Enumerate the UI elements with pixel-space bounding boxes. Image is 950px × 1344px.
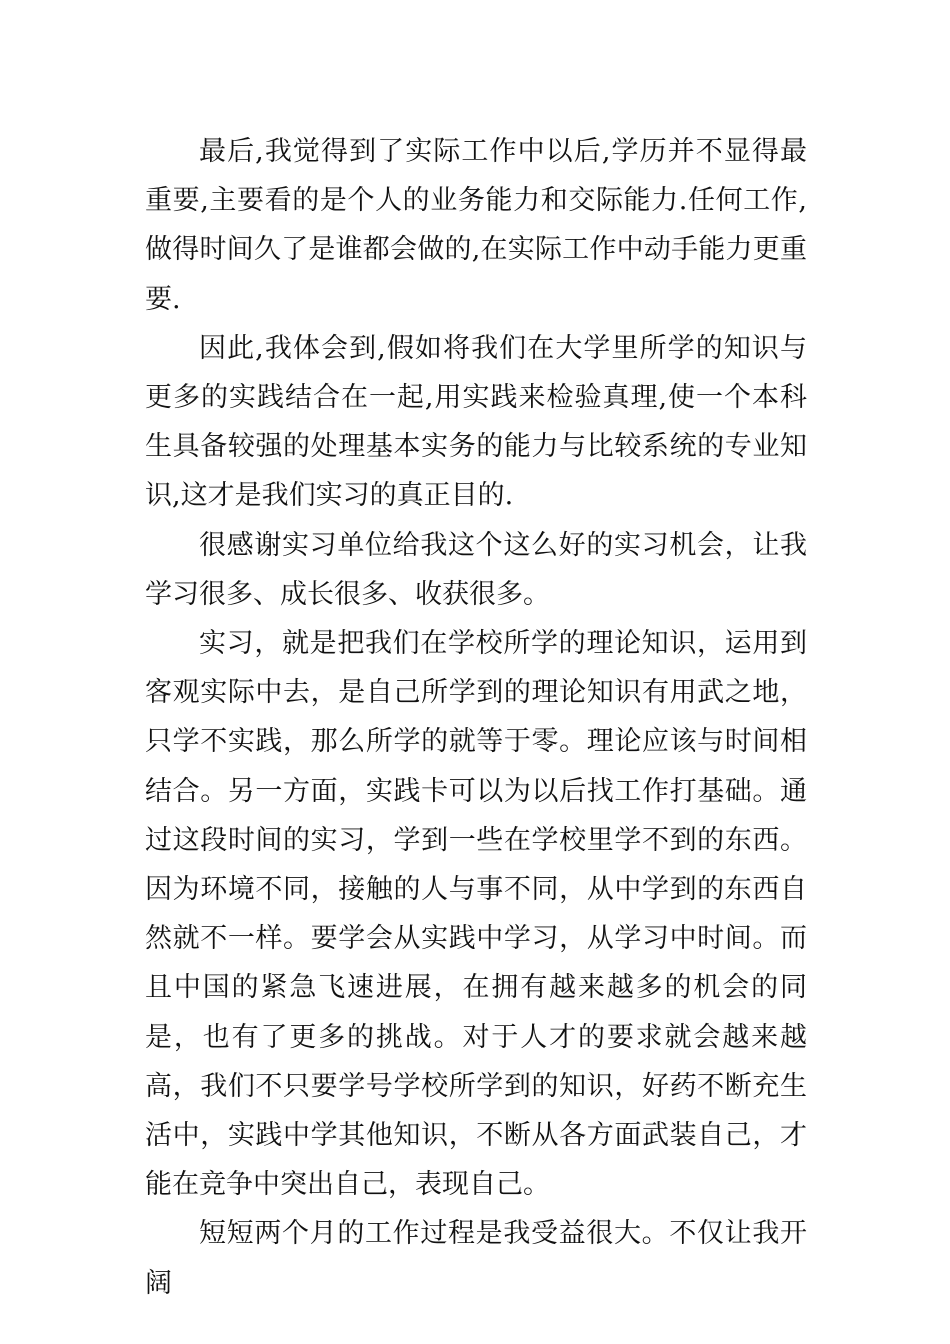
paragraph-3: 很感谢实习单位给我这个这么好的实习机会，让我学习很多、成长很多、收获很多。 (145, 529, 807, 610)
paragraph-4: 实习，就是把我们在学校所学的理论知识，运用到客观实际中去，是自己所学到的理论知识有用武之地，只学不实践，那么所学的就等于零。理论应该与时间相结合。另一方面，实践卡可以为以后找工作打基础。通过这段时间的实习，学到一些在学校里学不到的东西。因为环境不同，接触的人与事不同，从中学到的东西自然就不一样。要学会从实践中学习，从学习中时间。而且中国的紧急飞速进展，在拥有越来越多的机会的同是，也有了更多的挑战。对于人才的要求就会越来越高，我们不只要学号学校所学到的知识，好药不断充生活中，实践中学其他知识，不断从各方面武装自己，才能在竞争中突出自己，表现自己。 (145, 628, 807, 1201)
paragraph-1: 最后,我觉得到了实际工作中以后,学历并不显得最重要,主要看的是个人的业务能力和交际能力.任何工作,做得时间久了是谁都会做的,在实际工作中动手能力更重要. (145, 136, 807, 315)
document-body (145, 127, 807, 1308)
paragraph-5: 短短两个月的工作过程是我受益很大。不仅让我开阔 (145, 1218, 807, 1299)
paragraph-2: 因此,我体会到,假如将我们在大学里所学的知识与更多的实践结合在一起,用实践来检验真理,使一个本科生具备较强的处理基本实务的能力与比较系统的专业知识,这才是我们实习的真正目的. (145, 332, 807, 512)
